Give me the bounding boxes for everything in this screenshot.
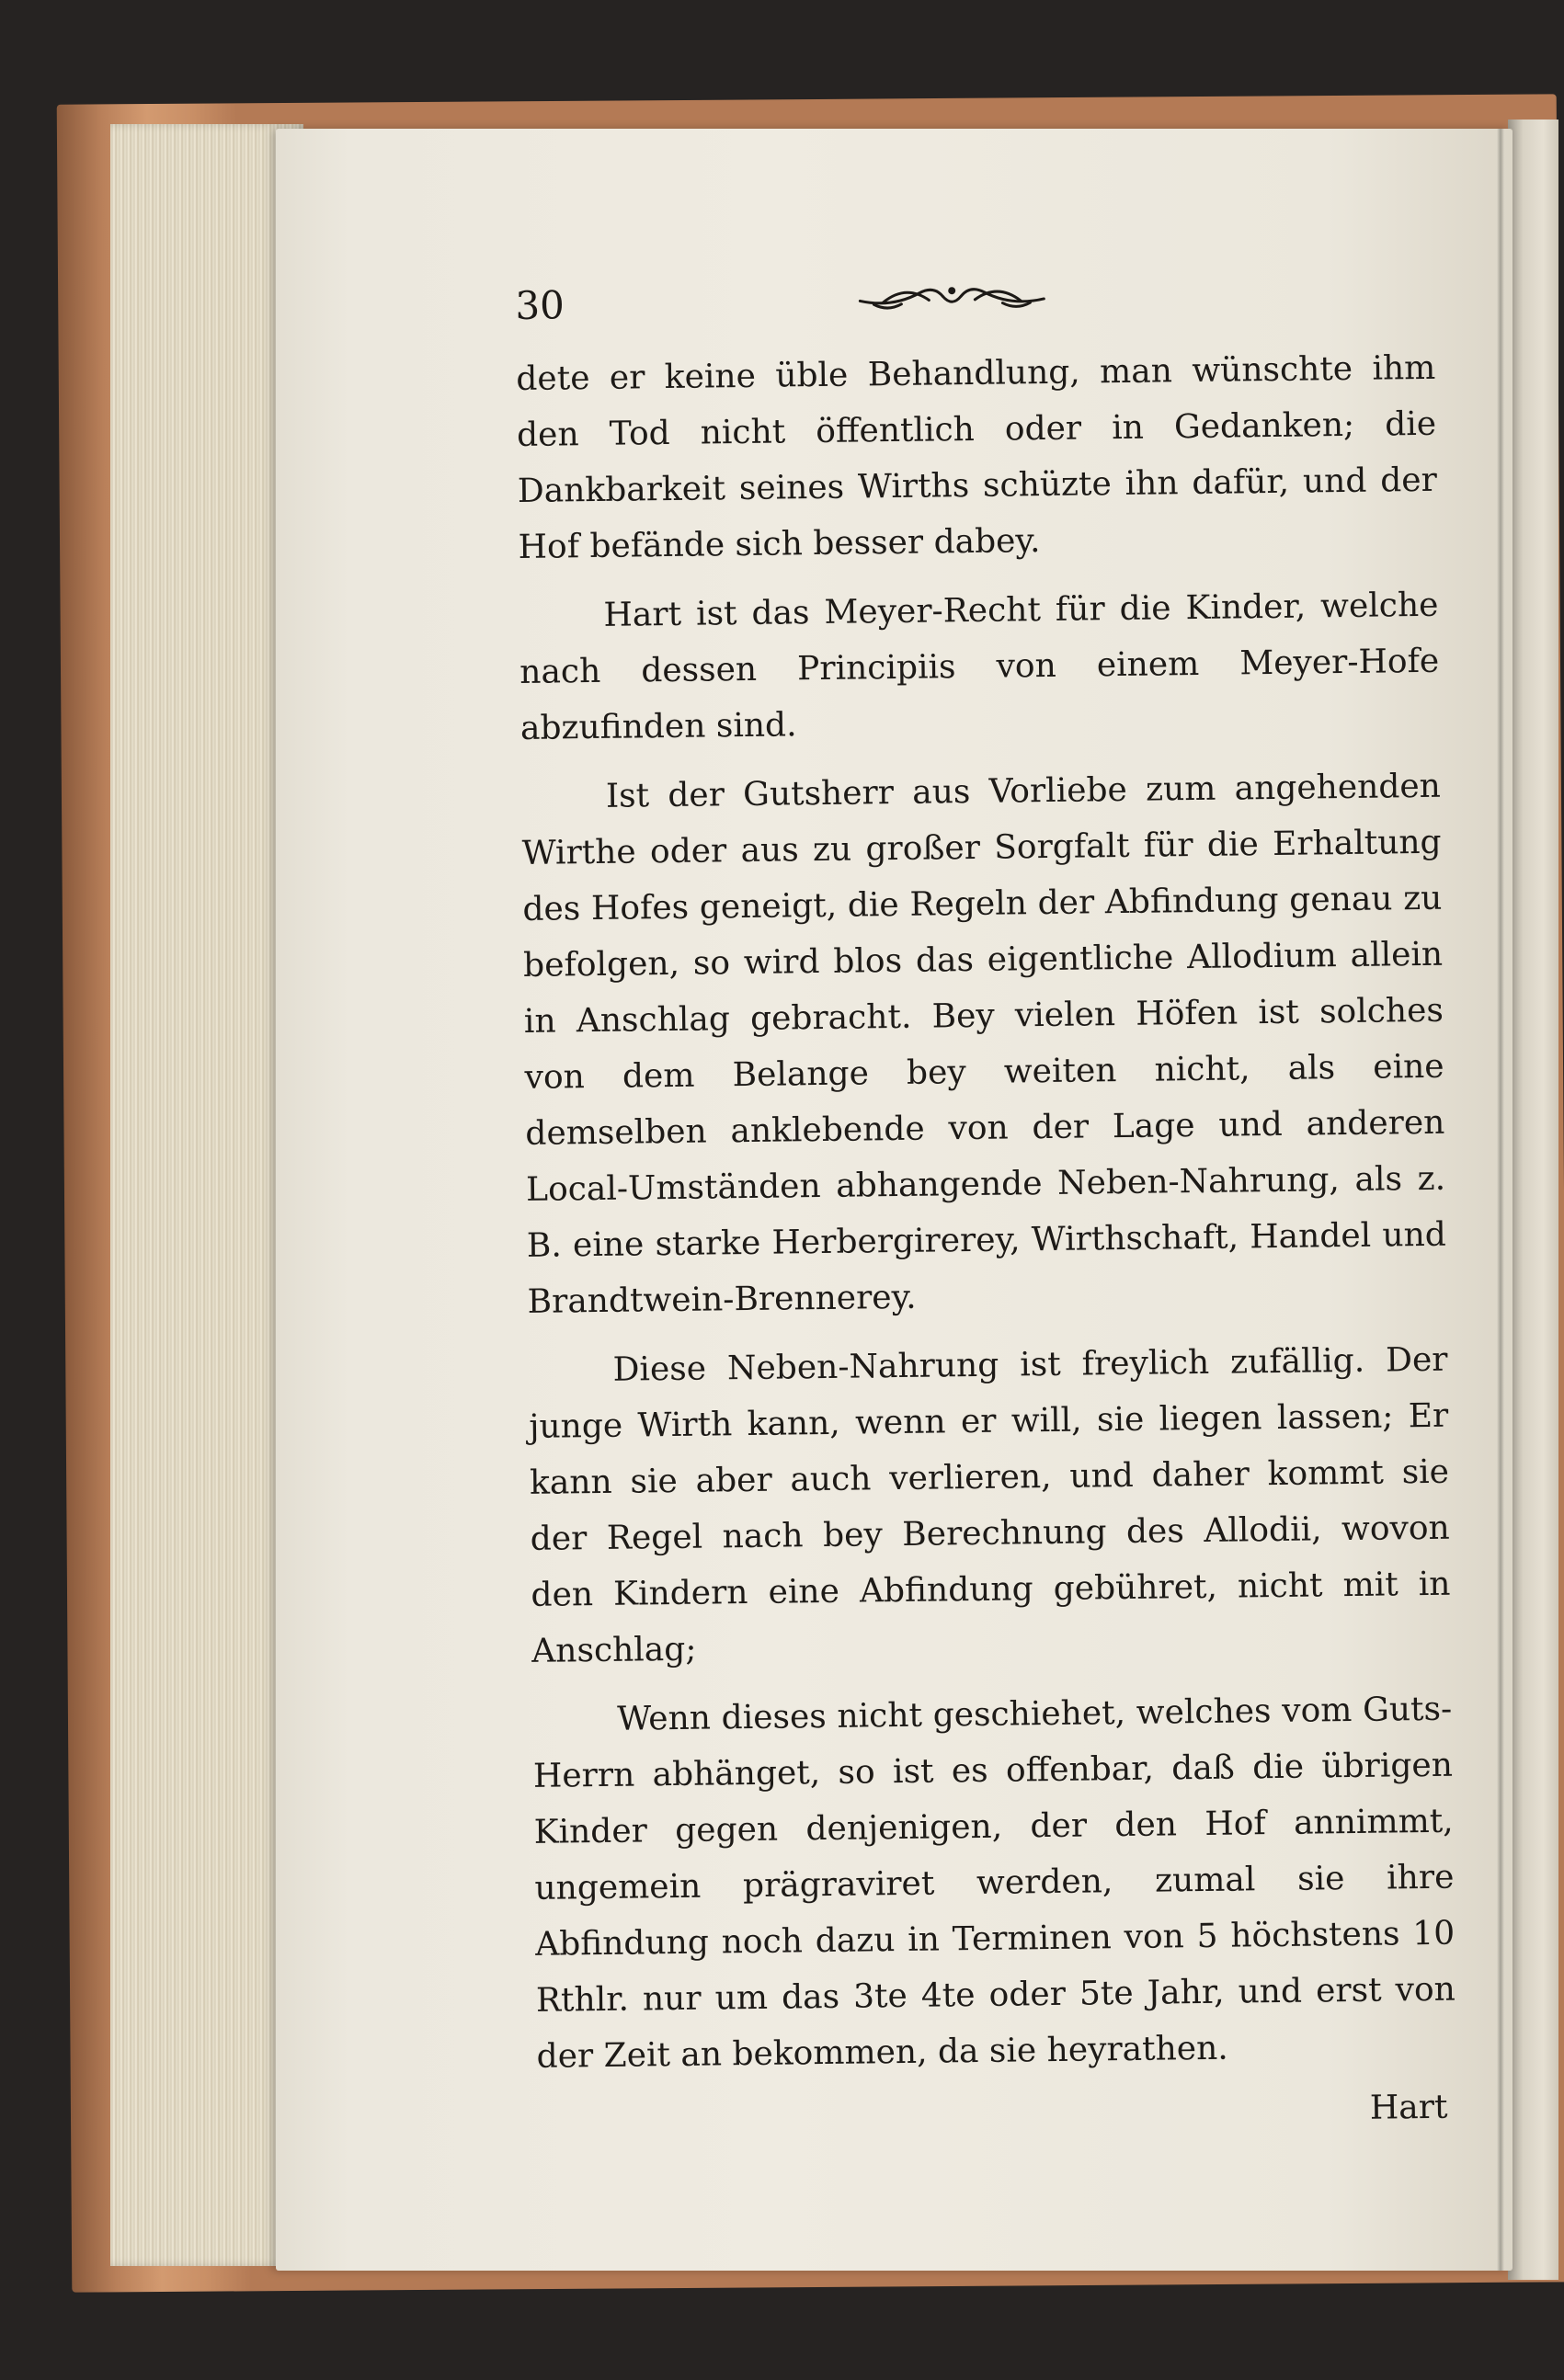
floral-vignette-icon xyxy=(855,279,1048,318)
paragraph-5: Wenn dieses nicht geschiehet, welches vom Guts-Herrn abhänget, so ist es offenbar, daß die übrigen Kinder gegen denjenigen, der den Hof annimmt, ungemein prägraviret werden, zumal sie ihre Abfindung noch dazu in Terminen von 5 höchstens 10 Rthlr. nur um das 3te 4te oder 5te Jahr, und erst von der Zeit an bekommen, da sie heyrathen. xyxy=(532,1690,1456,2076)
paragraph-2: Hart ist das Meyer-Recht für die Kinder, welche nach dessen Principiis von einem Meyer-Hofe abzufinden sind. xyxy=(519,586,1440,747)
paragraph-1: dete er keine üble Behandlung, man wünschte ihm den Tod nicht öffentlich oder in Gedanken; die Dankbarkeit seines Wirths schüzte ihn dafür, und der Hof befände sich besser dabey. xyxy=(516,348,1438,566)
page-edges xyxy=(110,124,303,2266)
paragraph-3: Ist der Gutsherr aus Vorliebe zum angehenden Wirthe oder aus zu großer Sorgfalt für die Erhaltung des Hofes geneigt, die Regeln der Abfindung genau zu befolgen, so wird blos das eigentliche Allodium allein in Anschlag gebracht. Bey vielen Höfen ist solches von dem Belange bey weiten nicht, als eine demselben anklebende von der Lage und anderen Local-Umständen abhangende Neben-Nahrung, als z. B. eine starke Herbergirerey, Wirthschaft, Handel und Brandtwein-Brennerey. xyxy=(521,767,1447,1321)
page-header xyxy=(515,265,1435,351)
page-text xyxy=(515,265,1457,2147)
paragraph-4: Diese Neben-Nahrung ist freylich zufällig. Der junge Wirth kann, wenn er will, sie liegen lassen; Er kann sie aber auch verlieren, und daher kommt sie der Regel nach bey Berechnung des Allodii, wovon den Kindern eine Abfindung gebühret, nicht mit in Anschlag; xyxy=(529,1340,1451,1670)
catchword: Hart xyxy=(1369,2088,1448,2127)
page-number: 30 xyxy=(515,282,565,328)
page-gutter xyxy=(1497,129,1504,2271)
opposite-page-edge xyxy=(1508,120,1558,2280)
